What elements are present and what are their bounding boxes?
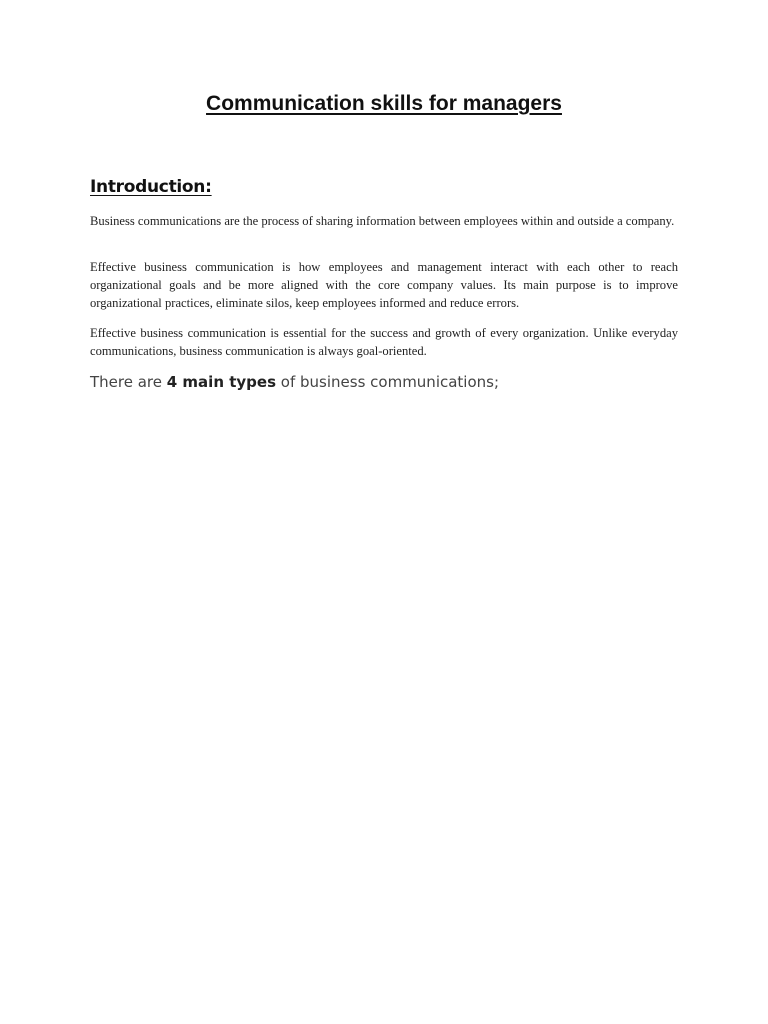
paragraph-goal-oriented: Effective business communication is essential for the success and growth of every organization. Unlike everyday communications, business communication is always goal-oriented. — [90, 326, 678, 358]
types-intro-line — [90, 373, 499, 391]
types-prefix: There are — [90, 373, 167, 391]
types-suffix: of business communications; — [276, 373, 500, 391]
page-title: Communication skills for managers — [206, 92, 562, 115]
paragraph-definition: Business communications are the process of sharing information between employees within and outside a company. — [90, 214, 675, 228]
types-emphasis: 4 main types — [166, 373, 277, 391]
section-heading: Introduction: — [90, 177, 212, 197]
paragraph-effective-communication: Effective business communication is how employees and management interact with each other to reach organizational goals and be more aligned with the core company values. Its main purpose is to improve organizational practices, eliminate silos, keep employees informed and reduce errors. — [90, 260, 678, 310]
